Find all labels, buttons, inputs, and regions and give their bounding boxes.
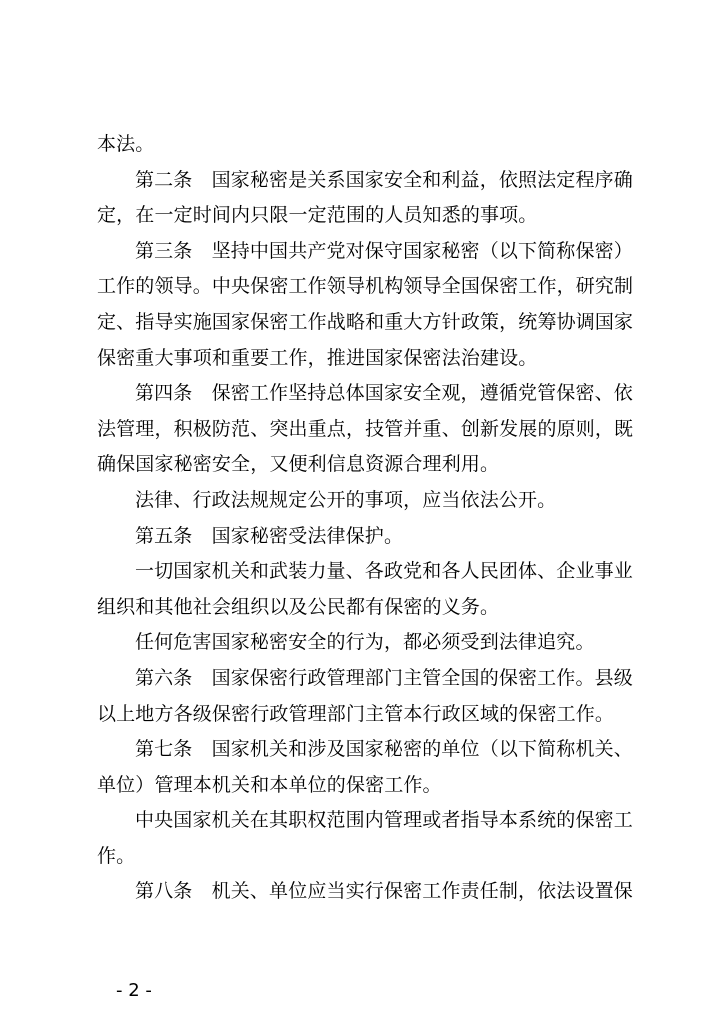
paragraph-line: 任何危害国家秘密安全的行为，都必须受到法律追究。 bbox=[135, 631, 595, 654]
text-line: 工作的领导。中央保密工作领导机构领导全国保密工作，研究制 bbox=[97, 275, 634, 298]
article-8-line: 第八条 机关、单位应当实行保密工作责任制，依法设置保 bbox=[135, 880, 633, 903]
article-2-line: 第二条 国家秘密是关系国家安全和利益，依照法定程序确 bbox=[135, 168, 633, 191]
article-5-line: 第五条 国家秘密受法律保护。 bbox=[135, 524, 404, 547]
text-line: 以上地方各级保密行政管理部门主管本行政区域的保密工作。 bbox=[97, 702, 615, 725]
text-line: 作。 bbox=[97, 844, 136, 867]
text-line: 确保国家秘密安全，又便利信息资源合理利用。 bbox=[97, 453, 500, 476]
text-line: 法管理，积极防范、突出重点，技管并重、创新发展的原则，既 bbox=[97, 417, 634, 440]
text-line: 保密重大事项和重要工作，推进国家保密法治建设。 bbox=[97, 346, 538, 369]
article-6-line: 第六条 国家保密行政管理部门主管全国的保密工作。县级 bbox=[135, 666, 633, 689]
paragraph-line: 一切国家机关和武装力量、各政党和各人民团体、企业事业 bbox=[135, 560, 633, 583]
text-line: 本法。 bbox=[97, 133, 155, 155]
text-line: 组织和其他社会组织以及公民都有保密的义务。 bbox=[97, 595, 500, 618]
article-3-line: 第三条 坚持中国共产党对保守国家秘密（以下简称保密） bbox=[135, 239, 633, 262]
paragraph-line: 法律、行政法规规定公开的事项，应当依法公开。 bbox=[135, 488, 557, 511]
document-body bbox=[97, 127, 645, 910]
paragraph-line: 中央国家机关在其职权范围内管理或者指导本系统的保密工 bbox=[135, 809, 633, 832]
article-4-line: 第四条 保密工作坚持总体国家安全观，遵循党管保密、依 bbox=[135, 382, 633, 405]
page-number: - 2 - bbox=[116, 980, 152, 1001]
text-line: 单位）管理本机关和本单位的保密工作。 bbox=[97, 773, 442, 796]
text-line: 定、指导实施国家保密工作战略和重大方针政策，统筹协调国家 bbox=[97, 310, 634, 333]
article-7-line: 第七条 国家机关和涉及国家秘密的单位（以下简称机关、 bbox=[135, 738, 633, 761]
text-line: 定，在一定时间内只限一定范围的人员知悉的事项。 bbox=[97, 204, 538, 227]
